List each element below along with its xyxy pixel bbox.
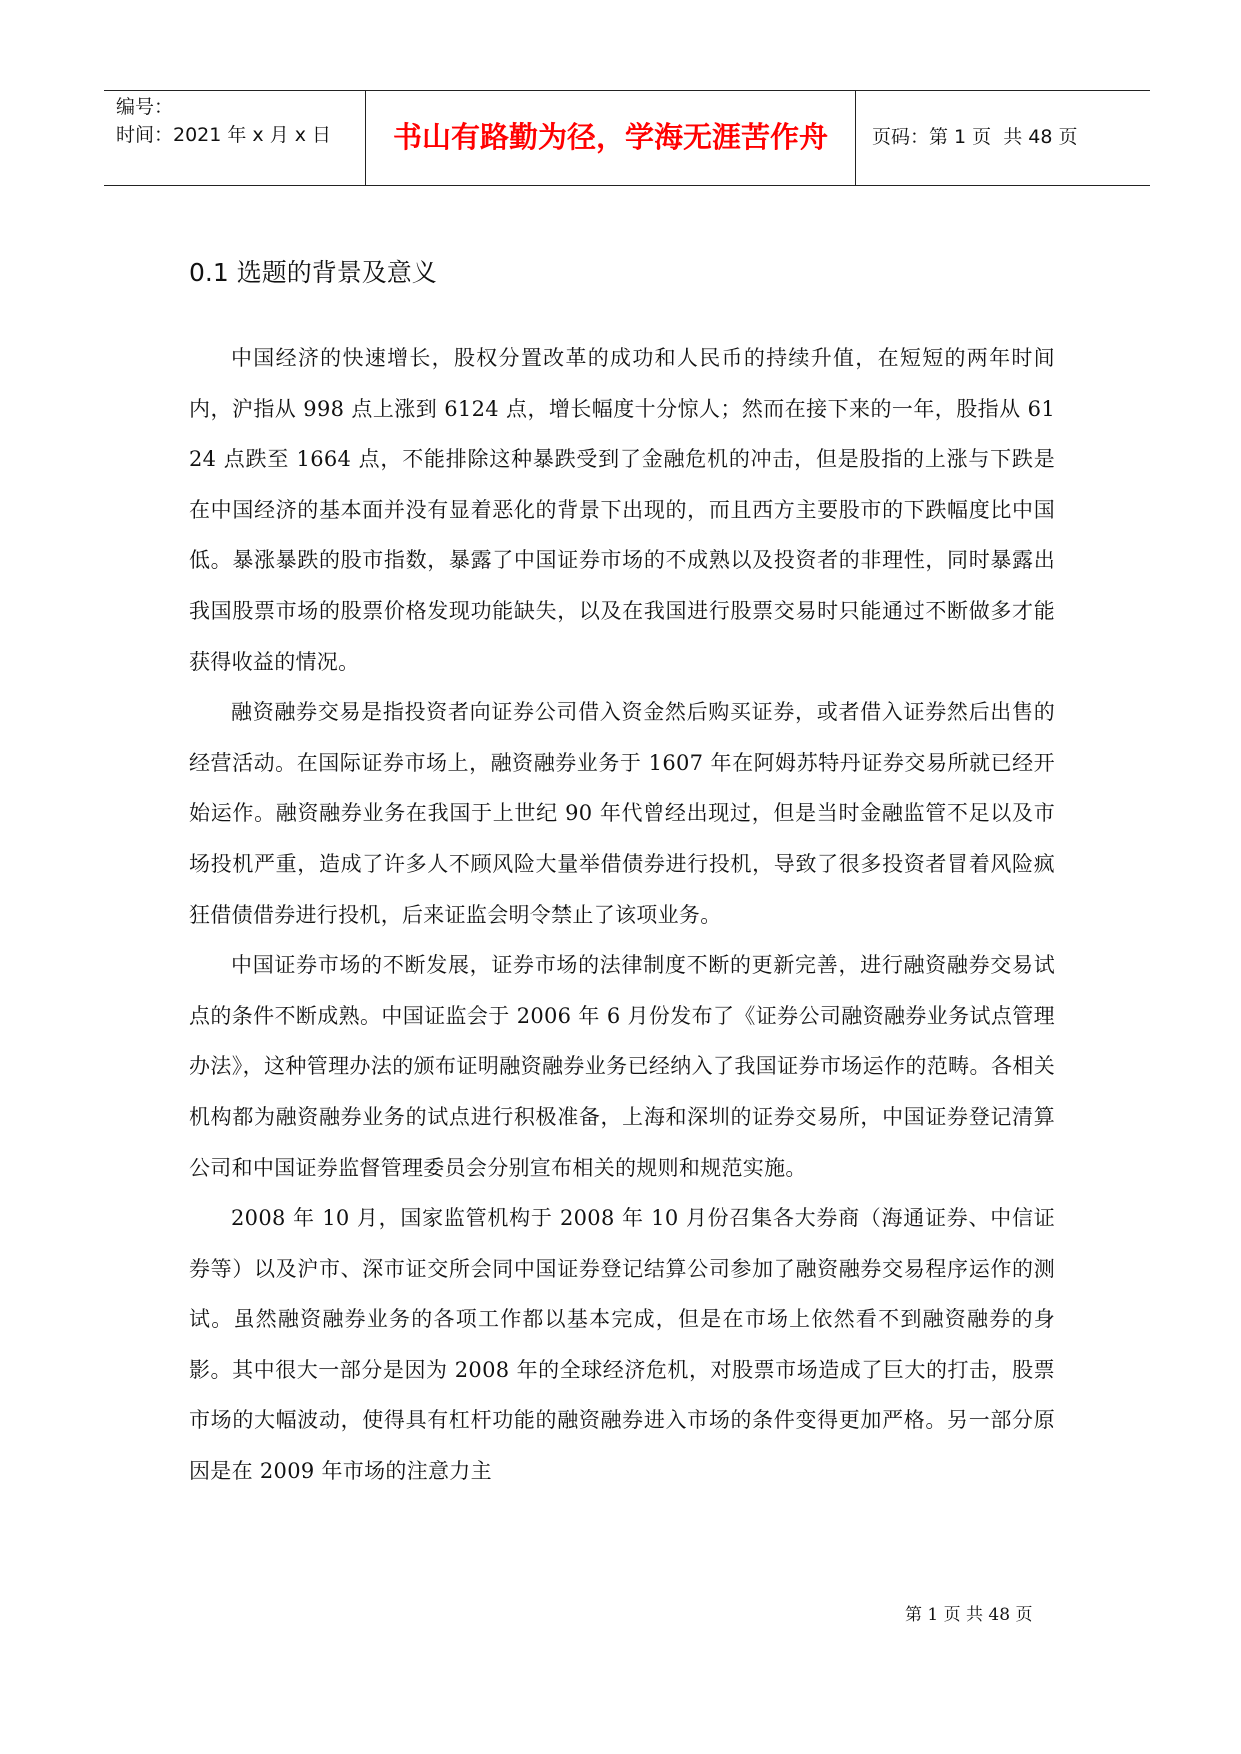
- header-motto: 书山有路勤为径，学海无涯苦作舟: [366, 91, 856, 185]
- paragraph-1: 中国经济的快速增长，股权分置改革的成功和人民币的持续升值，在短短的两年时间内，沪指从 998 点上涨到 6124 点，增长幅度十分惊人；然而在接下来的一年，股指从 6124 点跌至 1664 点，不能排除这种暴跌受到了金融危机的冲击，但是股指的上涨与下跌是在中国经济的基本面并没有显着恶化的背景下出现的，而且西方主要股市的下跌幅度比中国低。暴涨暴跌的股市指数，暴露了中国证券市场的不成熟以及投资者的非理性，同时暴露出我国股票市场的股票价格发现功能缺失，以及在我国进行股票交易时只能通过不断做多才能获得收益的情况。: [189, 346, 1055, 674]
- body-content: [189, 333, 1055, 1497]
- document-number-label: 编号：: [116, 96, 174, 118]
- section-title: 0.1 选题的背景及意义: [189, 258, 437, 287]
- document-header: [104, 90, 1150, 186]
- header-meta: [104, 91, 366, 185]
- paragraph-3: 中国证券市场的不断发展，证券市场的法律制度不断的更新完善，进行融资融券交易试点的条件不断成熟。中国证监会于 2006 年 6 月份发布了《证券公司融资融券业务试点管理办法》，这种管理办法的颁布证明融资融券业务已经纳入了我国证券市场运作的范畴。各相关机构都为融资融券业务的试点进行积极准备，上海和深圳的证券交易所，中国证券登记清算公司和中国证券监督管理委员会分别宣布相关的规则和规范实施。: [189, 953, 1055, 1180]
- header-page-info: [856, 91, 1150, 185]
- page-footer: 第 1 页 共 48 页: [905, 1605, 1033, 1625]
- paragraph-2: 融资融券交易是指投资者向证券公司借入资金然后购买证券，或者借入证券然后出售的经营活动。在国际证券市场上，融资融券业务于 1607 年在阿姆苏特丹证券交易所就已经开始运作。融资融券业务在我国于上世纪 90 年代曾经出现过，但是当时金融监管不足以及市场投机严重，造成了许多人不顾风险大量举借债券进行投机，导致了很多投资者冒着风险疯狂借债借券进行投机，后来证监会明令禁止了该项业务。: [189, 700, 1055, 927]
- header-page-info-text: 页码：第 1 页 共 48 页: [872, 125, 1078, 148]
- document-time-label: 时间：2021 年 x 月 x 日: [116, 124, 332, 146]
- paragraph-4: 2008 年 10 月，国家监管机构于 2008 年 10 月份召集各大券商（海通证券、中信证券等）以及沪市、深市证交所会同中国证券登记结算公司参加了融资融券交易程序运作的测试。虽然融资融券业务的各项工作都以基本完成，但是在市场上依然看不到融资融券的身影。其中很大一部分是因为 2008 年的全球经济危机，对股票市场造成了巨大的打击，股票市场的大幅波动，使得具有杠杆功能的融资融券进入市场的条件变得更加严格。另一部分原因是在 2009 年市场的注意力主: [189, 1206, 1055, 1484]
